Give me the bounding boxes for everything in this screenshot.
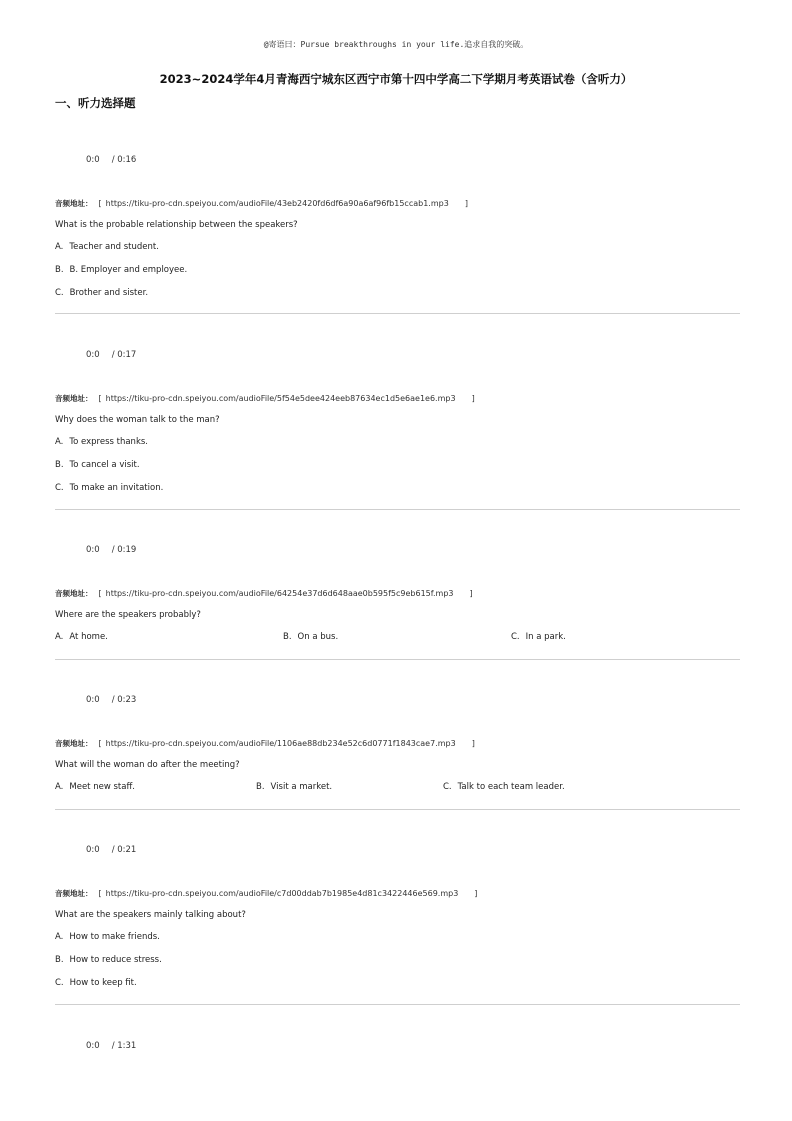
audio-current-time: 0:0: [86, 350, 100, 360]
option-b[interactable]: B. On a bus.: [283, 632, 339, 642]
audio-duration: / 1:31: [111, 1041, 137, 1051]
audio-duration: / 0:19: [111, 545, 137, 555]
option-c[interactable]: C. Talk to each team leader.: [443, 782, 565, 792]
audio-current-time: 0:0: [86, 1041, 100, 1051]
audio-url-link[interactable]: https://tiku-pro-cdn.speiyou.com/audioFile/64254e37d6d648aae0b595f5c9eb615f.mp3: [105, 589, 454, 598]
section-heading: 一、听力选择题: [55, 96, 136, 110]
option-c[interactable]: C. To make an invitation.: [55, 483, 164, 493]
motto-header: @寄语曰：Pursue breakthroughs in your life.追求自我的突破。: [263, 40, 529, 49]
audio-duration: / 0:16: [111, 155, 137, 165]
audio-duration: / 0:21: [111, 845, 137, 855]
option-b[interactable]: B. B. Employer and employee.: [55, 265, 188, 275]
option-b[interactable]: B. To cancel a visit.: [55, 460, 140, 470]
audio-address-label: 音频地址：: [55, 739, 93, 748]
audio-address-label: 音频地址：: [55, 199, 93, 208]
question-divider: [55, 659, 740, 660]
audio-player[interactable]: [86, 695, 136, 705]
audio-current-time: 0:0: [86, 695, 100, 705]
option-c[interactable]: C. How to keep fit.: [55, 978, 137, 988]
audio-current-time: 0:0: [86, 545, 100, 555]
audio-address-label: 音频地址：: [55, 589, 93, 598]
question-stem: What will the woman do after the meeting?: [55, 760, 240, 770]
audio-url-link[interactable]: https://tiku-pro-cdn.speiyou.com/audioFile/5f54e5dee424eeb87634ec1d5e6ae1e6.mp3: [105, 394, 456, 403]
option-c[interactable]: C. Brother and sister.: [55, 288, 149, 298]
audio-player[interactable]: [86, 155, 136, 165]
audio-address-label: 音频地址：: [55, 889, 93, 898]
question-stem: What is the probable relationship between the speakers?: [55, 220, 298, 230]
audio-duration: / 0:23: [111, 695, 137, 705]
page-title: 2023~2024学年4月青海西宁城东区西宁市第十四中学高二下学期月考英语试卷（含听力）: [159, 72, 633, 86]
question-divider: [55, 1004, 740, 1005]
audio-url-link[interactable]: https://tiku-pro-cdn.speiyou.com/audioFile/c7d00ddab7b1985e4d81c3422446e569.mp3: [105, 889, 459, 898]
option-b[interactable]: B. How to reduce stress.: [55, 955, 162, 965]
option-b[interactable]: B. Visit a market.: [256, 782, 333, 792]
option-a[interactable]: A. Teacher and student.: [55, 242, 159, 252]
option-a[interactable]: A. At home.: [55, 632, 108, 642]
audio-player[interactable]: [86, 1041, 136, 1051]
option-a[interactable]: A. Meet new staff.: [55, 782, 136, 792]
audio-address: 音频地址： [ https://tiku-pro-cdn.speiyou.com/audioFile/5f54e5dee424eeb87634ec1d5e6ae1e6.mp3 ]: [55, 394, 475, 403]
audio-address: 音频地址： [ https://tiku-pro-cdn.speiyou.com/audioFile/64254e37d6d648aae0b595f5c9eb615f.mp3 ]: [55, 589, 473, 598]
audio-player[interactable]: [86, 545, 136, 555]
option-c[interactable]: C. In a park.: [511, 632, 566, 642]
audio-player[interactable]: [86, 350, 136, 360]
question-stem: Why does the woman talk to the man?: [55, 415, 220, 425]
audio-current-time: 0:0: [86, 155, 100, 165]
question-divider: [55, 809, 740, 810]
question-divider: [55, 313, 740, 314]
audio-address-label: 音频地址：: [55, 394, 93, 403]
audio-address: 音频地址： [ https://tiku-pro-cdn.speiyou.com/audioFile/c7d00ddab7b1985e4d81c3422446e569.mp3 ]: [55, 889, 478, 898]
audio-url-link[interactable]: https://tiku-pro-cdn.speiyou.com/audioFile/43eb2420fd6df6a90a6af96fb15ccab1.mp3: [105, 199, 449, 208]
audio-player[interactable]: [86, 845, 136, 855]
question-stem: What are the speakers mainly talking about?: [55, 910, 246, 920]
option-a[interactable]: A. To express thanks.: [55, 437, 148, 447]
audio-duration: / 0:17: [111, 350, 137, 360]
audio-address: 音频地址： [ https://tiku-pro-cdn.speiyou.com/audioFile/1106ae88db234e52c6d0771f1843cae7.mp3 ]: [55, 739, 475, 748]
question-divider: [55, 509, 740, 510]
audio-address: 音频地址： [ https://tiku-pro-cdn.speiyou.com/audioFile/43eb2420fd6df6a90a6af96fb15ccab1.mp3 ]: [55, 199, 468, 208]
option-a[interactable]: A. How to make friends.: [55, 932, 160, 942]
audio-url-link[interactable]: https://tiku-pro-cdn.speiyou.com/audioFile/1106ae88db234e52c6d0771f1843cae7.mp3: [105, 739, 456, 748]
audio-current-time: 0:0: [86, 845, 100, 855]
question-stem: Where are the speakers probably?: [55, 610, 201, 620]
